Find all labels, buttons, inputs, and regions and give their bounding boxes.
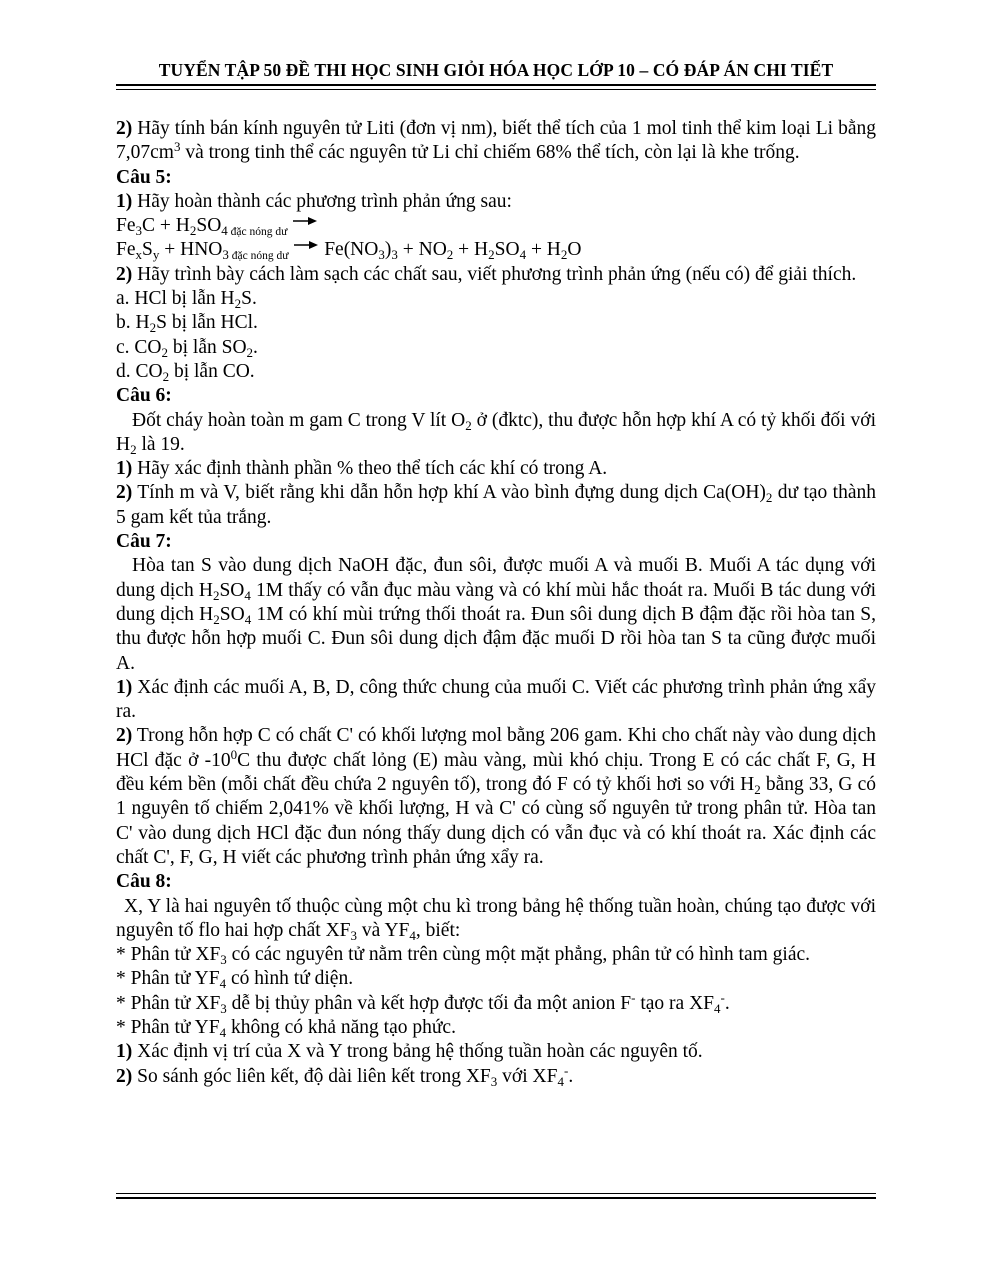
reaction-arrow-icon bbox=[293, 240, 319, 250]
header-rule-thin bbox=[116, 89, 876, 90]
q8-bullet-4: * Phân tử $YF_4$ không có khả năng tạo phức. bbox=[116, 1016, 456, 1040]
q5-item-d: d. $CO_2$ bị lẫn CO. bbox=[116, 360, 255, 384]
page-header: TUYỂN TẬP 50 ĐỀ THI HỌC SINH GIỎI HÓA HỌC LỚP 10 – CÓ ĐÁP ÁN CHI TIẾT bbox=[158, 60, 834, 80]
reaction-arrow-icon bbox=[292, 216, 318, 226]
q6-part-1: 1) Hãy xác định thành phần % theo thể tích các khí có trong A. bbox=[116, 458, 608, 480]
q8-part-1: 1) Xác định vị trí của X và Y trong bảng hệ thống tuần hoàn các nguyên tố. bbox=[116, 1041, 703, 1063]
q8-bullet-1: * Phân tử $XF_3$ có các nguyên tử nằm trên cùng một mặt phẳng, phân tử có hình tam giác. bbox=[116, 944, 811, 968]
q7-part-2: 2) Trong hỗn hợp C có chất C' có khối lượng mol bằng 206 gam. Khi cho chất này vào dung dịch HCl đặc ở $-10^0C$ thu được chất lỏng (E) màu vàng, mùi khó chịu. Trong E có các chất F, G, H đều kém bền (mỗi chất đều chứa 2 nguyên tố), trong đó F có tỷ khối hơi so với $H_2$ bằng 33, G có 1 nguyên tố chiếm 2,041% về khối lượng, H và C' có cùng số nguyên tử trong phân tử. Hòa tan C' vào dung dịch HCl đặc đun nóng thấy dung dịch có vẫn đục và có khí thoát ra. Xác định các chất C', F, G, H viết các phương trình phản ứng xẩy ra. bbox=[116, 725, 877, 868]
q4-part-2: 2) Hãy tính bán kính nguyên tử Liti (đơn vị nm), biết thể tích của 1 mol tinh thể kim loại Li bằng $7,07cm^3$ và trong tinh thể các nguyên tử Li chỉ chiếm 68% thể tích, còn lại là khe trống. bbox=[116, 118, 876, 164]
q7-title: Câu 7: bbox=[116, 531, 172, 553]
q6-part-2: 2) Tính m và V, biết rằng khi dẫn hỗn hợp khí A vào bình đựng dung dịch $Ca(OH)_2$ dư tạo thành 5 gam kết tủa trắng. bbox=[116, 482, 876, 528]
header-rule bbox=[116, 84, 876, 86]
q6-title: Câu 6: bbox=[116, 385, 172, 407]
q8-part-2: 2) So sánh góc liên kết, độ dài liên kết trong $XF_3$ với $XF_4^-$. bbox=[116, 1062, 574, 1089]
q5-item-c: c. $CO_2$ bị lẫn $SO_2$. bbox=[116, 336, 258, 360]
q5-title: Câu 5: bbox=[116, 166, 172, 188]
q5-equation-1: $Fe_3C + H_2SO_4$ $_{đặc nóng dư}$ bbox=[116, 214, 876, 238]
q7-part-1: 1) Xác định các muối A, B, D, công thức chung của muối C. Viết các phương trình phản ứng xẩy ra. bbox=[116, 676, 876, 723]
q5-item-b: b. $H_2S$ bị lẫn HCl. bbox=[116, 312, 258, 336]
q8-intro: X, Y là hai nguyên tố thuộc cùng một chu kì trong bảng hệ thống tuần hoàn, chúng tạo được với nguyên tố flo hai hợp chất $XF_3$ và $YF_4$, biết: bbox=[116, 895, 876, 943]
q5-part-2: 2) Hãy trình bày cách làm sạch các chất sau, viết phương trình phản ứng (nếu có) để giải thích. bbox=[116, 263, 857, 285]
footer-rule bbox=[116, 1197, 876, 1199]
q8-bullet-3: * Phân tử $XF_3$ dễ bị thủy phân và kết hợp được tối đa một anion F- tạo ra $XF_4^-$. bbox=[116, 989, 730, 1016]
q7-intro: Hòa tan S vào dung dịch NaOH đặc, đun sôi, được muối A và muối B. Muối A tác dụng với dung dịch $H_2SO_4$ 1M thấy có vẫn đục màu vàng và có khí mùi hắc thoát ra. Muối B tác dung với dung dịch $H_2SO_4$ 1M có khí mùi trứng thối thoát ra. Đun sôi dung dịch B đậm đặc rồi hòa tan S, thu được hỗn hợp muối C. Đun sôi dung dịch đậm đặc muối D rồi hòa tan S ta cũng được muối A. bbox=[116, 555, 876, 674]
document-page bbox=[116, 0, 876, 1280]
q5-equation-2: $Fe_xS_y + HNO_3$ $_{đặc nóng dư}$ $Fe(NO_3)_3 + NO_2 + H_2SO_4 + H_2O$ bbox=[116, 239, 582, 263]
footer-rule-thin bbox=[116, 1193, 876, 1194]
q8-title: Câu 8: bbox=[116, 871, 172, 893]
q8-bullet-2: * Phân tử $YF_4$ có hình tứ diện. bbox=[116, 968, 354, 992]
q5-item-a: a. HCl bị lẫn $H_2S$. bbox=[116, 288, 257, 312]
q5-part-1: 1) Hãy hoàn thành các phương trình phản ứng sau: bbox=[116, 190, 512, 212]
q6-intro: Đốt cháy hoàn toàn m gam C trong V lít $O_2$ ở (đktc), thu được hỗn hợp khí A có tỷ khối đối với $H_2$ là 19. bbox=[116, 409, 876, 457]
document-body bbox=[116, 117, 876, 1089]
